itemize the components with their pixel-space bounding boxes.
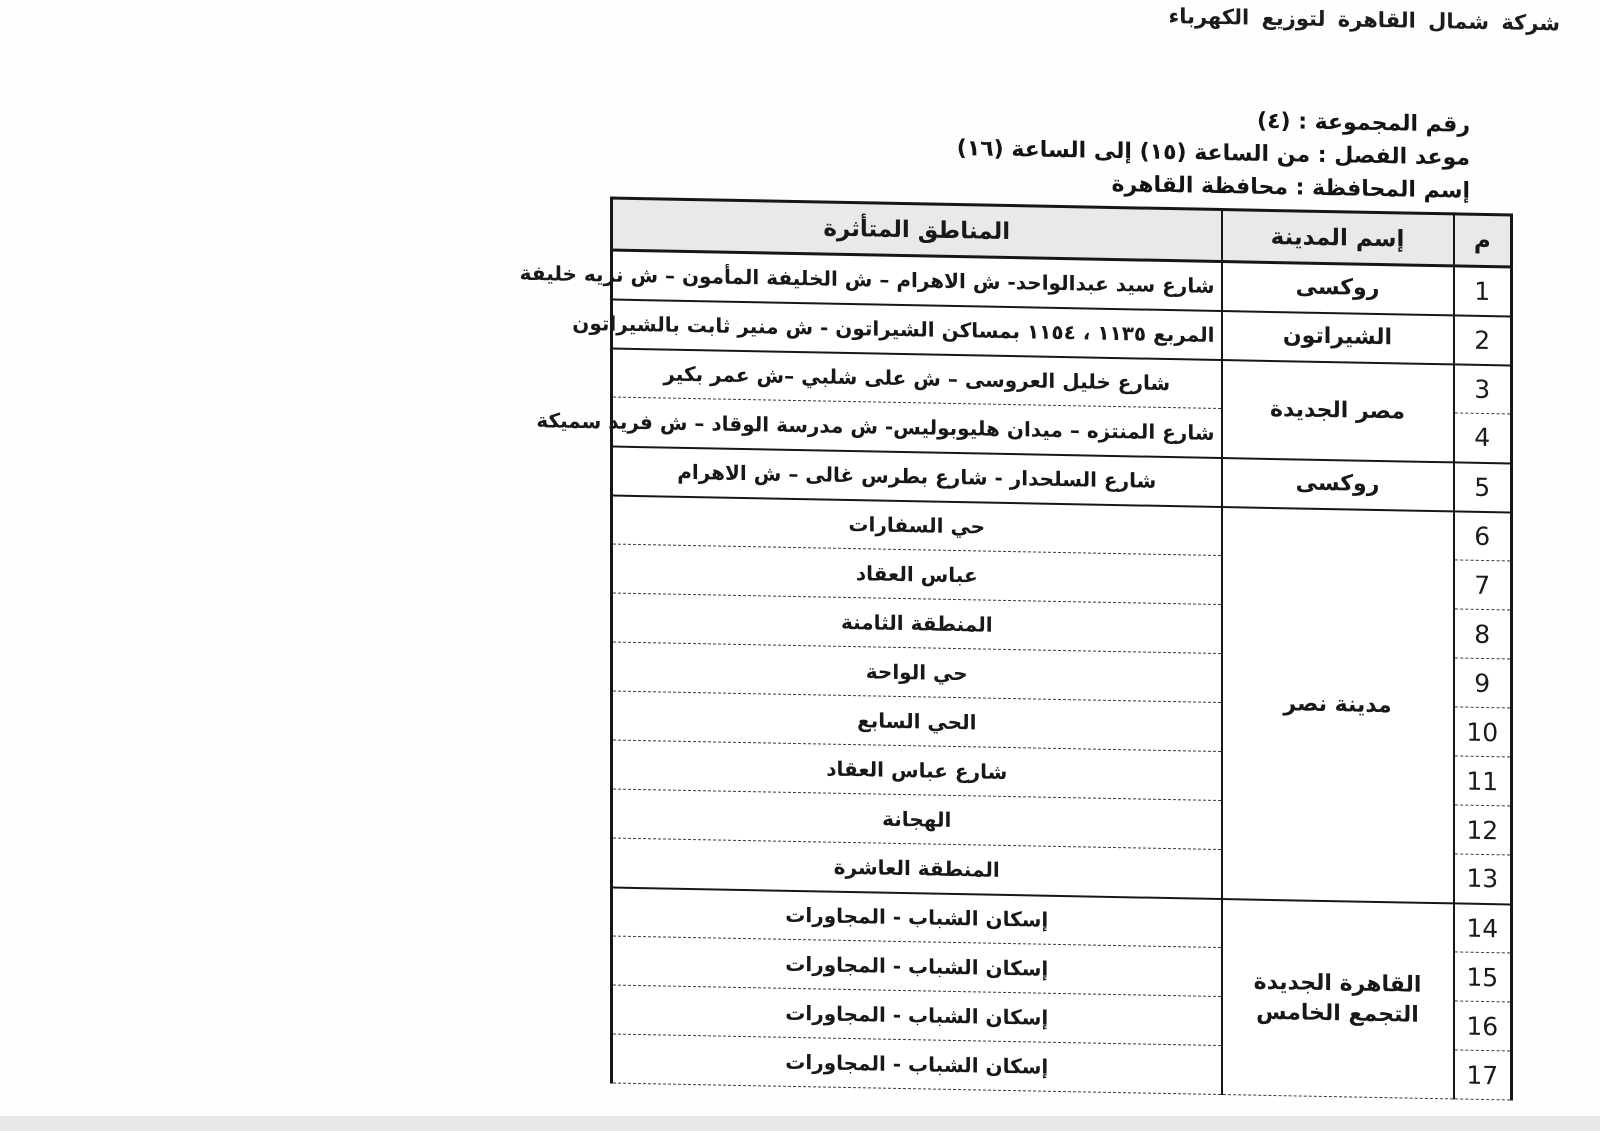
row-number-cell: 17	[1454, 1050, 1512, 1100]
row-number-cell: 2	[1454, 315, 1512, 365]
affected-areas-cell: شارع عباس العقاد	[612, 740, 1222, 800]
disconnect-time-line: موعد الفصل : من الساعة (١٥) إلى الساعة (١٦)	[956, 136, 1470, 171]
company-name: شركة شمال القاهرة لتوزيع الكهرباء	[1168, 4, 1560, 36]
row-number-cell: 14	[1454, 903, 1512, 953]
affected-areas-cell: الحي السابع	[612, 691, 1222, 751]
row-number-cell: 10	[1454, 707, 1512, 757]
city-name-cell: مدينة نصر	[1222, 507, 1454, 903]
affected-areas-cell: شارع المنتزه – ميدان هليوبوليس- ش مدرسة الوقاد – ش فريد سميكة	[612, 397, 1222, 457]
scanner-edge-strip	[0, 1116, 1600, 1131]
affected-areas-cell: شارع السلحدار - شارع بطرس غالى – ش الاهرام	[612, 446, 1222, 506]
governorate-line: إسم المحافظة : محافظة القاهرة	[1111, 171, 1470, 204]
row-number-cell: 9	[1454, 658, 1512, 708]
row-number-cell: 12	[1454, 805, 1512, 855]
city-name-cell: روكسى	[1222, 262, 1454, 315]
schedule-table-body	[519, 250, 1512, 1100]
affected-areas-cell: إسكان الشباب - المجاورات	[612, 985, 1222, 1045]
document-header	[957, 99, 1470, 208]
row-number-cell: 5	[1454, 462, 1512, 512]
row-number-cell: 4	[1454, 413, 1512, 463]
affected-areas-cell: حي السفارات	[612, 495, 1222, 555]
affected-areas-cell: شارع سيد عبدالواحد- ش الاهرام – ش الخليفة المأمون – ش نزيه خليفة	[612, 250, 1222, 310]
row-number-cell: 11	[1454, 756, 1512, 806]
affected-areas-cell: إسكان الشباب - المجاورات	[612, 1034, 1222, 1094]
affected-areas-cell: عباس العقاد	[612, 544, 1222, 604]
city-name-cell: مصر الجديدة	[1222, 360, 1454, 462]
affected-areas-cell: الهجانة	[612, 789, 1222, 849]
city-name-cell: القاهرة الجديدة التجمع الخامس	[1222, 899, 1454, 1099]
affected-areas-cell: المنطقة العاشرة	[612, 838, 1222, 898]
affected-areas-cell: حي الواحة	[612, 642, 1222, 702]
city-name-cell: روكسى	[1222, 458, 1454, 511]
column-header-number: م	[1454, 214, 1512, 267]
row-number-cell: 3	[1454, 364, 1512, 414]
outage-schedule-table	[519, 196, 1513, 1100]
row-number-cell: 6	[1454, 511, 1512, 561]
city-name-cell: الشيراتون	[1222, 311, 1454, 364]
row-number-cell: 16	[1454, 1001, 1512, 1051]
affected-areas-cell: شارع خليل العروسى – ش على شلبي –ش عمر بكير	[612, 348, 1222, 408]
row-number-cell: 7	[1454, 560, 1512, 610]
row-number-cell: 1	[1454, 266, 1512, 316]
affected-areas-cell: إسكان الشباب - المجاورات	[612, 887, 1222, 947]
affected-areas-cell: إسكان الشباب - المجاورات	[612, 936, 1222, 996]
affected-areas-cell: المنطقة الثامنة	[612, 593, 1222, 653]
row-number-cell: 8	[1454, 609, 1512, 659]
column-header-city: إسم المدينة	[1222, 210, 1454, 266]
affected-areas-cell: المربع ١١٣٥ ، ١١٥٤ بمساكن الشيراتون - ش منير ثابت بالشيراتون	[612, 299, 1222, 359]
row-number-cell: 13	[1454, 854, 1512, 904]
column-header-areas: المناطق المتأثرة	[612, 198, 1222, 261]
row-number-cell: 15	[1454, 952, 1512, 1002]
group-number-line: رقم المجموعة : (٤)	[1257, 108, 1470, 138]
